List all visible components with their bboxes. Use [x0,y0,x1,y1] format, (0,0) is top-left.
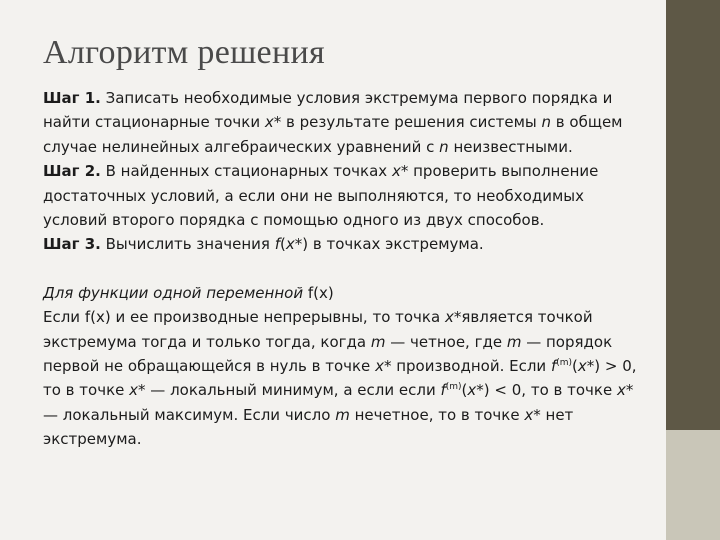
single-var-heading [43,281,643,305]
var-x-star: x* [577,357,595,376]
derivative-order: (m) [445,382,462,393]
para-text: ) > 0, то в точке [43,357,637,400]
var-m: m [506,332,522,351]
step-3-label: Шаг 3. [43,235,101,254]
para-text: — локальный максимум. Если число [43,405,336,424]
step-1-text: в общем случае нелинейных алгебраических уравнений с [43,113,623,156]
para-text: ( [572,357,578,376]
heading-italic: Для функции одной переменной [43,283,304,302]
paren: ( [280,235,286,254]
slide-body [43,86,643,452]
var-x-star: x* [264,113,282,132]
var-x-star: x* [444,308,462,327]
single-var-paragraph [43,305,643,451]
var-n: n [541,113,552,132]
step-1-label: Шаг 1. [43,89,101,107]
var-x-star: x* [467,381,484,400]
step-1-text: неизвестными. [448,137,573,156]
func-f: f [550,357,557,376]
step-2-label: Шаг 2. [43,162,101,181]
var-x-star: x* [524,405,541,424]
derivative-order: (m) [556,358,573,369]
step-3 [43,232,643,256]
var-n: n [439,137,449,156]
para-text: — локальный минимум, а если если [145,381,441,400]
para-text: — четное, где [385,332,507,351]
para-text: производной. Если [391,357,551,376]
paren: ) [302,235,309,254]
step-1 [43,86,643,159]
var-m: m [370,332,386,351]
step-2 [43,159,643,232]
para-text: является точкой экстремума тогда и только тогда, когда [43,308,593,351]
para-text: нечетное, то в точке [349,405,525,424]
para-text: нет экстремума. [43,405,574,449]
var-x-star: x* [375,357,392,376]
var-m: m [335,405,350,424]
sidebar-light-block [666,430,720,540]
para-text: Если f(x) и ее производные непрерывны, то точка [43,308,445,327]
decorative-sidebar [666,0,720,540]
var-x-star: x* [616,381,634,400]
step-1-text: Записать необходимые условия экстремума первого порядка и найти стационарные точки [43,89,613,132]
para-text: ) < 0, то в точке [483,381,617,400]
spacer [43,257,643,281]
para-text: ( [461,381,468,400]
slide-title: Алгоритм решения [43,34,325,71]
var-x-star: x* [129,381,146,400]
func-f: f [440,381,446,400]
func-f: f [274,235,280,254]
step-2-text: В найденных стационарных точках [100,162,392,181]
heading-rest: f(x) [303,283,334,302]
var-x-star: x* [391,162,409,181]
var-x-star: x* [285,235,303,254]
sidebar-dark-block [666,0,720,430]
step-3-text: в точках экстремума. [308,235,484,254]
step-2-text: проверить выполнение достаточных условий, а если они не выполняются, то необходимых условий второго порядка с помощью одного из двух способов. [43,162,599,230]
step-1-text: в результате решения системы [281,113,542,132]
para-text: — порядок первой не обращающейся в нуль в точке [43,332,613,376]
step-3-text: Вычислить значения [100,235,275,254]
